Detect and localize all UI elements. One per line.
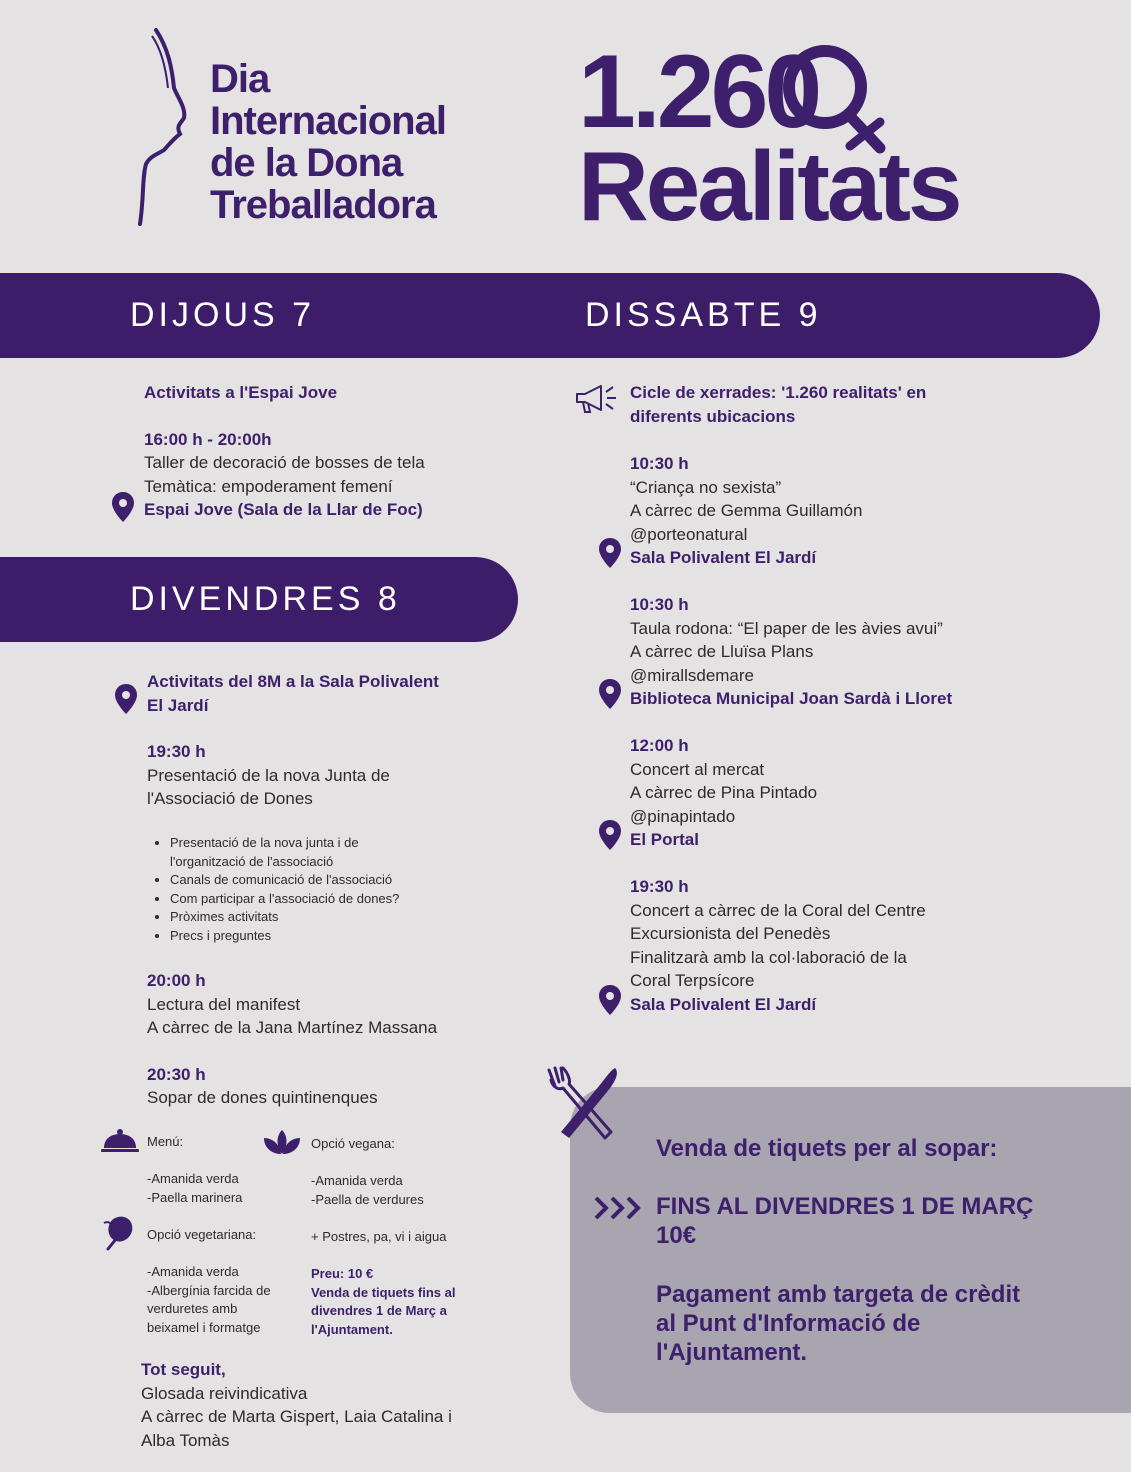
vegan-label: Opció vegana: [311,1136,395,1151]
event-time: 12:00 h [630,736,689,755]
event-location: Espai Jove (Sala de la Llar de Foc) [144,500,423,519]
after-title: Tot seguit, [141,1360,226,1379]
event-title [210,58,446,226]
event-line: Excursionista del Penedès [630,924,831,943]
event-line: Lectura del manifest [147,994,301,1014]
event-time: 20:00 h [147,971,206,990]
agenda-item: • Com participar a l'associació de dones? [170,890,528,909]
agenda-item: • Precs i preguntes [170,927,528,946]
ticket-deadline [656,1192,1033,1250]
ticket-title: Venda de tiquets per al sopar: [656,1135,998,1162]
vegetarian-label: Opció vegetariana: [147,1227,257,1242]
woman-profile-logo-icon [128,28,190,228]
section-title: Activitats a l'Espai Jove [144,383,338,402]
price-info [311,1265,455,1339]
payment-line: l'Ajuntament. [656,1339,808,1366]
payment-line: al Punt d'Informació de [656,1310,921,1337]
dissabte-event-1 [630,452,1050,570]
vegan-items [311,1172,424,1209]
event-line: Concert a càrrec de la Coral del Centre [630,900,926,920]
deadline-line: FINS AL DIVENDRES 1 DE MARÇ [656,1193,1034,1220]
event-time: 16:00 h - 20:00h [144,429,272,449]
divendres-section [147,670,547,811]
day-heading-dijous: DIJOUS 7 [130,296,316,334]
title-line: Internacional [210,99,446,143]
event-line: A càrrec de Lluïsa Plans [630,642,814,661]
agenda-item: • Pròximes activitats [170,908,528,927]
dissabte-section [630,381,1050,428]
price-line: l'Ajuntament. [311,1321,393,1337]
fork-knife-icon [545,1066,621,1144]
agenda-item: • Presentació de la nova junta i de l'organització de l'associació [170,834,528,871]
section-title: Activitats del 8M a la Sala Polivalent [147,672,439,691]
dissabte-event-3 [630,734,1050,852]
realities-word: Realitats [578,131,960,241]
location-pin-icon [599,820,621,850]
section-title: Cicle de xerrades: '1.260 realitats' en [630,383,927,402]
event-line: @porteonatural [630,524,748,544]
title-line: Dia [210,57,270,101]
title-line: Treballadora [210,183,436,227]
after-line: A càrrec de Marta Gispert, Laia Catalina i [141,1407,452,1426]
days-band-mid [0,557,518,642]
day-heading-divendres: DIVENDRES 8 [130,580,401,618]
dissabte-event-2 [630,593,1050,711]
price-line: Preu: 10 € [311,1266,374,1281]
agenda-list [148,834,528,945]
price-line: Venda de tiquets fins al [311,1284,456,1300]
after-line: Glosada reivindicativa [141,1383,308,1403]
menu-item: -Albergínia farcida de [147,1282,271,1298]
menu-item: -Amanida verda [147,1171,239,1186]
event-time: 20:30 h [147,1064,206,1084]
event-line: @pinapintado [630,806,736,826]
event-time: 19:30 h [630,877,689,896]
menu-label: Menú: [147,1134,184,1149]
event-line: Presentació de la nova Junta de [147,765,390,785]
day-heading-dissabte: DISSABTE 9 [585,296,822,334]
megaphone-icon [575,384,619,414]
event-location: El Portal [630,830,699,849]
location-pin-icon [599,538,621,568]
event-line: Coral Terpsícore [630,971,755,990]
event-line: “Criança no sexista” [630,477,782,497]
event-line: Taula rodona: “El paper de les àvies avui” [630,618,943,638]
location-pin-icon [599,985,621,1015]
section-title: El Jardí [147,695,209,715]
menu-item: beixamel i formatge [147,1319,261,1335]
cloche-icon [100,1128,140,1154]
menu-item: -Amanida verda [311,1173,403,1188]
dijous-section [144,381,544,522]
event-line: Concert al mercat [630,759,765,779]
after-dinner [141,1358,541,1452]
section-title: diferents ubicacions [630,406,796,426]
chevrons-right-icon [594,1194,644,1222]
location-pin-icon [115,684,137,714]
event-line: @mirallsdemare [630,665,755,685]
event-line: Taller de decoració de bosses de tela [144,453,425,472]
title-line: de la Dona [210,141,403,185]
after-line: Alba Tomàs [141,1430,230,1450]
event-line: Sopar de dones quintinenques [147,1088,378,1107]
vegetarian-items [147,1263,271,1337]
location-pin-icon [599,679,621,709]
event-line: A càrrec de Gemma Guillamón [630,501,863,520]
vegetable-leaf-icon [100,1213,136,1251]
event-line: l'Associació de Dones [147,789,313,808]
event-time: 10:30 h [630,454,689,473]
menu-extras: + Postres, pa, vi i aigua [311,1229,447,1244]
event-location: Biblioteca Municipal Joan Sardà i Lloret [630,689,953,708]
price-line: divendres 1 de Març a [311,1303,447,1318]
event-line: A càrrec de Pina Pintado [630,783,818,802]
event-line: Temàtica: empoderament femení [144,476,393,496]
event-time: 19:30 h [147,742,206,761]
event-location: Sala Polivalent El Jardí [630,994,817,1014]
menu-item: -Paella de verdures [311,1191,424,1207]
event-location: Sala Polivalent El Jardí [630,548,817,567]
divendres-events [147,969,547,1110]
event-time: 10:30 h [630,595,689,614]
event-line: A càrrec de la Jana Martínez Massana [147,1018,438,1037]
agenda-item: • Canals de comunicació de l'associació [170,871,528,890]
ticket-payment [656,1280,1020,1367]
deadline-price: 10€ [656,1222,697,1249]
lotus-icon [262,1128,302,1156]
location-pin-icon [112,492,134,522]
realities-number: 1.260 [578,34,819,150]
dissabte-event-4 [630,875,1050,1016]
menu-item: -Paella marinera [147,1189,243,1205]
days-band-top [0,273,1100,358]
menu-item: -Amanida verda [147,1264,239,1279]
payment-line: Pagament amb targeta de crèdit [656,1281,1021,1308]
menu-item: verduretes amb [147,1301,238,1316]
menu-items [147,1170,242,1207]
event-line: Finalitzarà amb la col·laboració de la [630,947,907,967]
